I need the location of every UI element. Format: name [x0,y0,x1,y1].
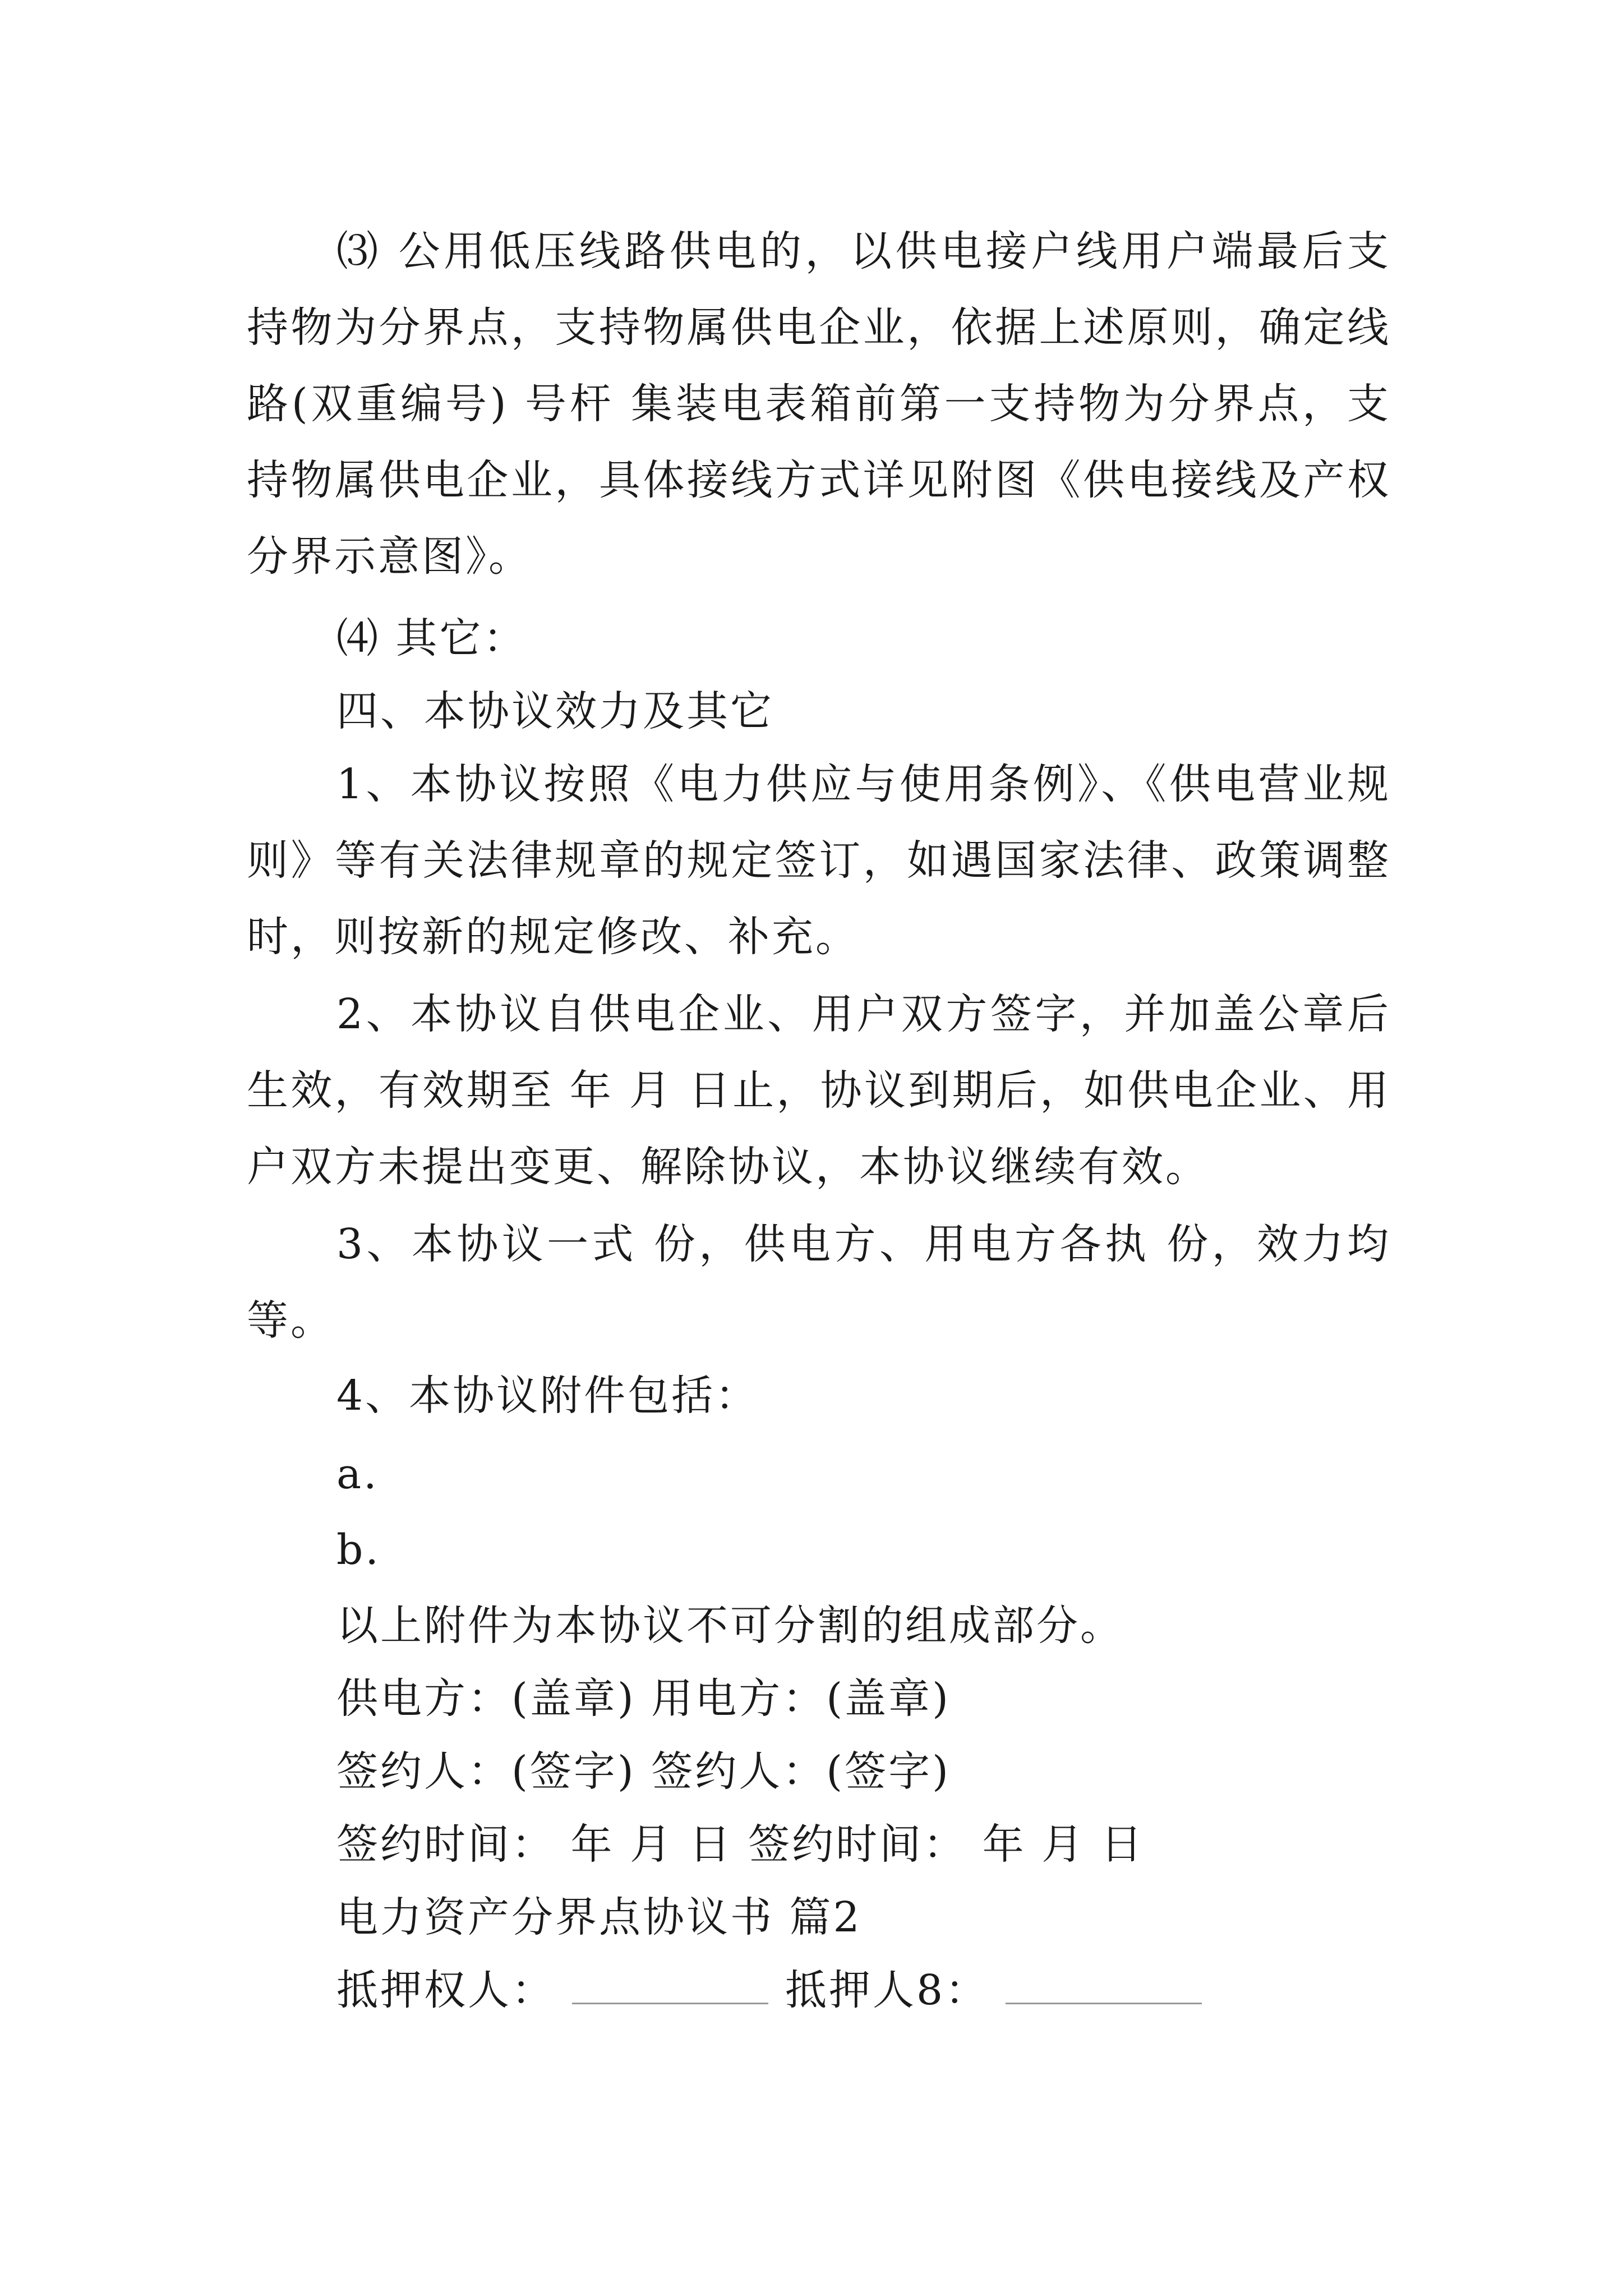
paragraph-other: ⑷ 其它： [336,614,527,662]
mortgagee-blank[interactable] [572,1969,768,2004]
clause-3: 3、本协议一式 份，供电方、用电方各执 份，效力均等。 [247,1220,1391,1345]
attachment-a: a. [336,1450,379,1498]
paragraph-boundary-low-voltage: ⑶ 公用低压线路供电的，以供电接户线用户端最后支持物为分界点，支持物属供电企业，依据上述原则，确定线路(双重编号) 号杆 集装电表箱前第一支持物为分界点，支持物属供电企业，具体接线方式详见附图《供电接线及产权分界示意图》。 [247,227,1391,581]
section-heading-four: 四、本协议效力及其它 [336,687,774,735]
attachment-note: 以上附件为本协议不可分割的组成部分。 [336,1602,1124,1650]
clause-4: 4、本协议附件包括： [336,1372,759,1420]
mortgagee-label: 抵押权人： [336,1966,555,2014]
clause-1: 1、本协议按照《电力供应与使用条例》、《供电营业规则》等有关法律规章的规定签订，如遇国家法律、政策调整时，则按新的规定修改、补充。 [247,760,1391,961]
mortgagor-label: 抵押人8： [785,1966,989,2014]
seal-line: 供电方：(盖章) 用电方：(盖章) [336,1674,951,1723]
attachment-b: b. [336,1526,381,1574]
mortgage-parties-line [336,1952,1219,2028]
clause-2: 2、本协议自供电企业、用户双方签字，并加盖公章后生效，有效期至 年 月 日止，协议到期后，如供电企业、用户双方未提出变更、解除协议，本协议继续有效。 [247,990,1391,1191]
signing-date-line: 签约时间： 年 月 日 签约时间： 年 月 日 [336,1820,1145,1869]
article-title-part-2: 电力资产分界点协议书 篇2 [336,1893,862,1941]
mortgagor-blank[interactable] [1006,1969,1202,2004]
signatory-line: 签约人：(签字) 签约人：(签字) [336,1747,951,1796]
